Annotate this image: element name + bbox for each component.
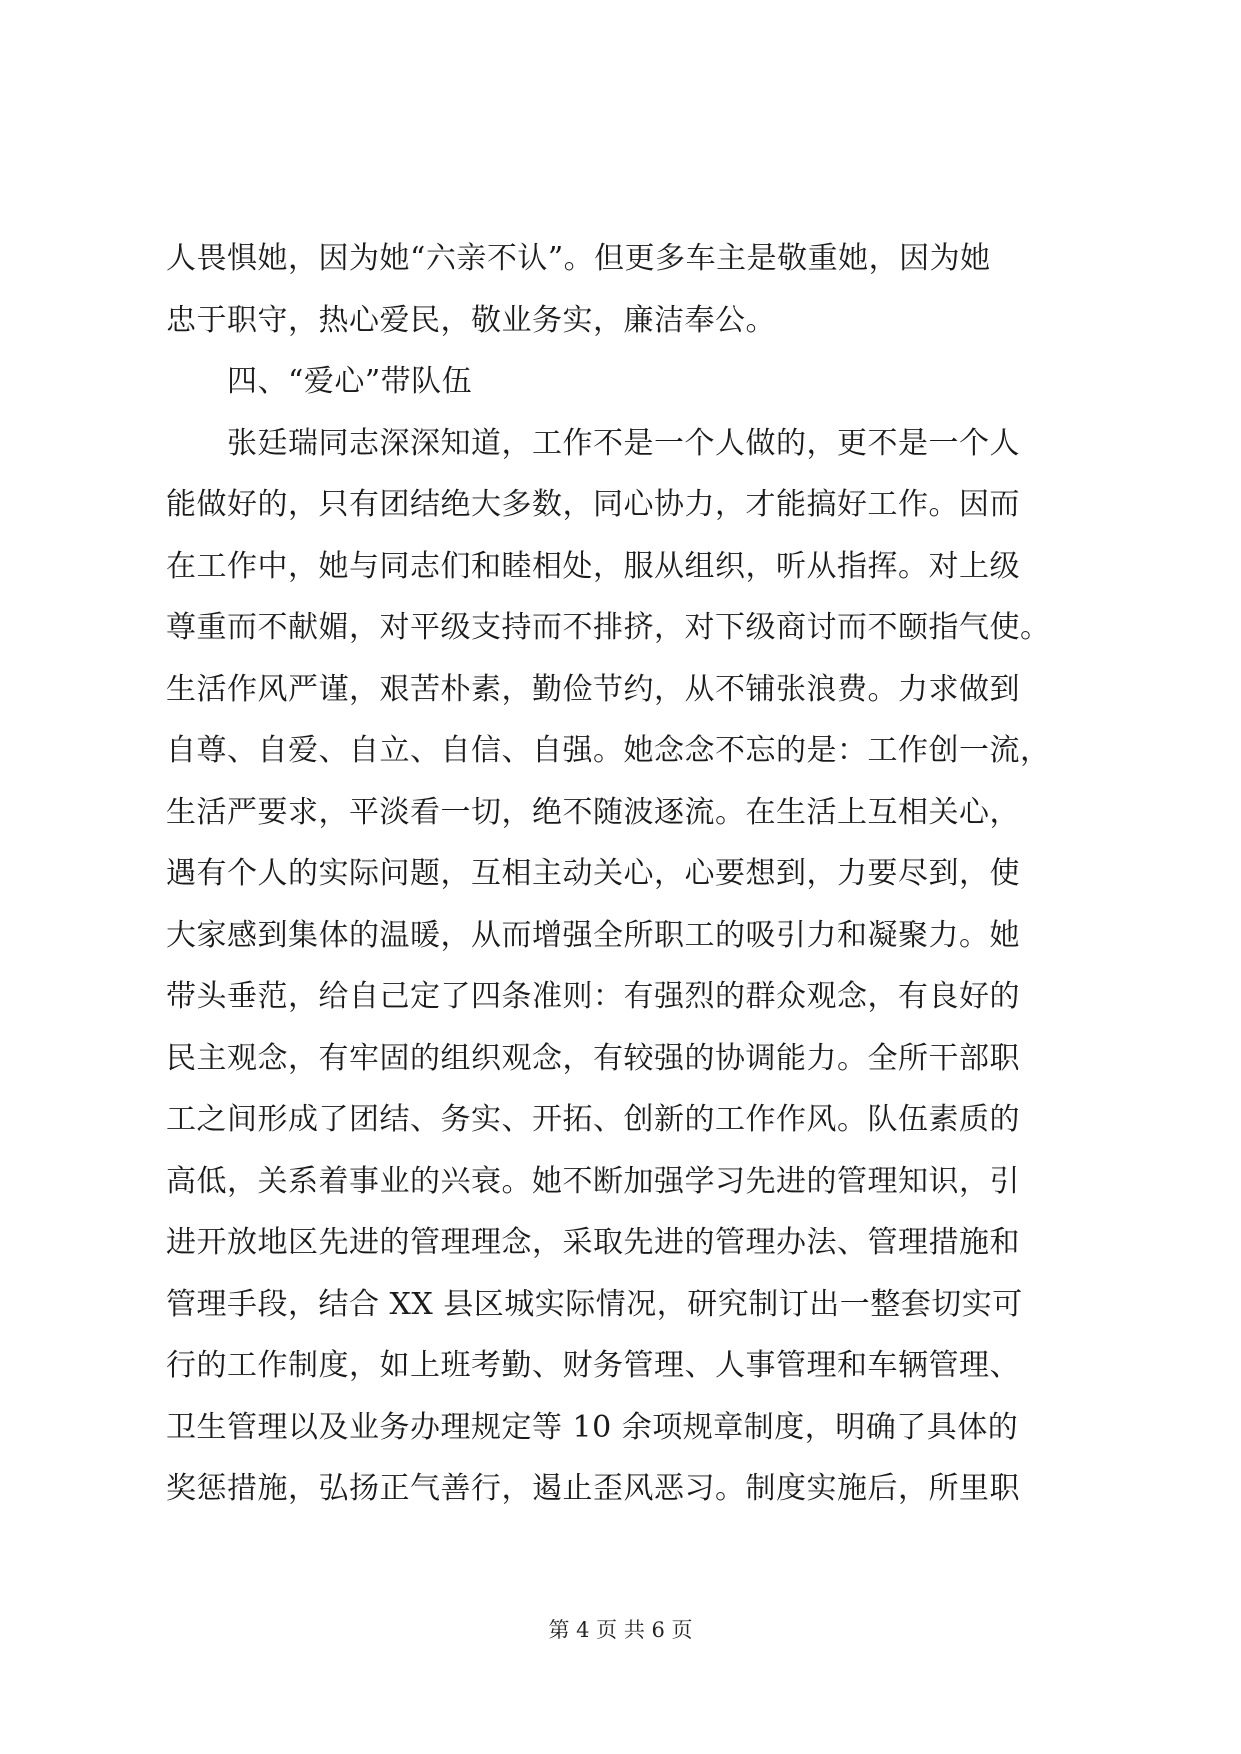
section-heading: 四、“爱心”带队伍	[166, 364, 473, 399]
page-footer: 第 4 页 共 6 页	[548, 1618, 693, 1642]
text-line: 高低，关系着事业的兴衰。她不断加强学习先进的管理知识，引	[166, 1163, 1020, 1199]
text-line: 带头垂范，给自己定了四条准则：有强烈的群众观念，有良好的	[166, 979, 1020, 1014]
text-line: 进开放地区先进的管理理念，采取先进的管理办法、管理措施和	[166, 1225, 1020, 1260]
text-line: 在工作中，她与同志们和睦相处，服从组织，听从指挥。对上级	[166, 548, 1020, 584]
text-line: 忠于职守，热心爱民，敬业务实，廉洁奉公。	[166, 302, 776, 338]
text-line: 民主观念，有牢固的组织观念，有较强的协调能力。全所干部职	[166, 1040, 1020, 1076]
text-line: 自尊、自爱、自立、自信、自强。她念念不忘的是：工作创一流，	[166, 733, 1051, 768]
text-line: 尊重而不献媚，对平级支持而不排挤，对下级商讨而不颐指气使。	[166, 610, 1051, 645]
body-text	[166, 228, 1086, 1520]
text-line: 卫生管理以及业务办理规定等 10 余项规章制度，明确了具体的	[166, 1409, 1019, 1445]
text-line: 生活作风严谨，艰苦朴素，勤俭节约，从不铺张浪费。力求做到	[166, 671, 1020, 707]
text-line: 生活严要求，平淡看一切，绝不随波逐流。在生活上互相关心，	[166, 794, 1020, 830]
text-line: 遇有个人的实际问题，互相主动关心，心要想到，力要尽到，使	[166, 856, 1020, 891]
text-line: 大家感到集体的温暖，从而增强全所职工的吸引力和凝聚力。她	[166, 917, 1020, 953]
text-line: 人畏惧她，因为她“六亲不认”。但更多车主是敬重她，因为她	[166, 241, 991, 276]
text-line: 能做好的，只有团结绝大多数，同心协力，才能搞好工作。因而	[166, 487, 1020, 522]
text-line: 工之间形成了团结、务实、开拓、创新的工作作风。队伍素质的	[166, 1102, 1020, 1137]
text-line: 张廷瑞同志深深知道，工作不是一个人做的，更不是一个人	[166, 425, 1020, 461]
text-line: 行的工作制度，如上班考勤、财务管理、人事管理和车辆管理、	[166, 1348, 1020, 1383]
text-line: 奖惩措施，弘扬正气善行，遏止歪风恶习。制度实施后，所里职	[166, 1471, 1020, 1506]
text-line: 管理手段，结合 XX 县区城实际情况，研究制订出一整套切实可	[166, 1286, 1023, 1322]
